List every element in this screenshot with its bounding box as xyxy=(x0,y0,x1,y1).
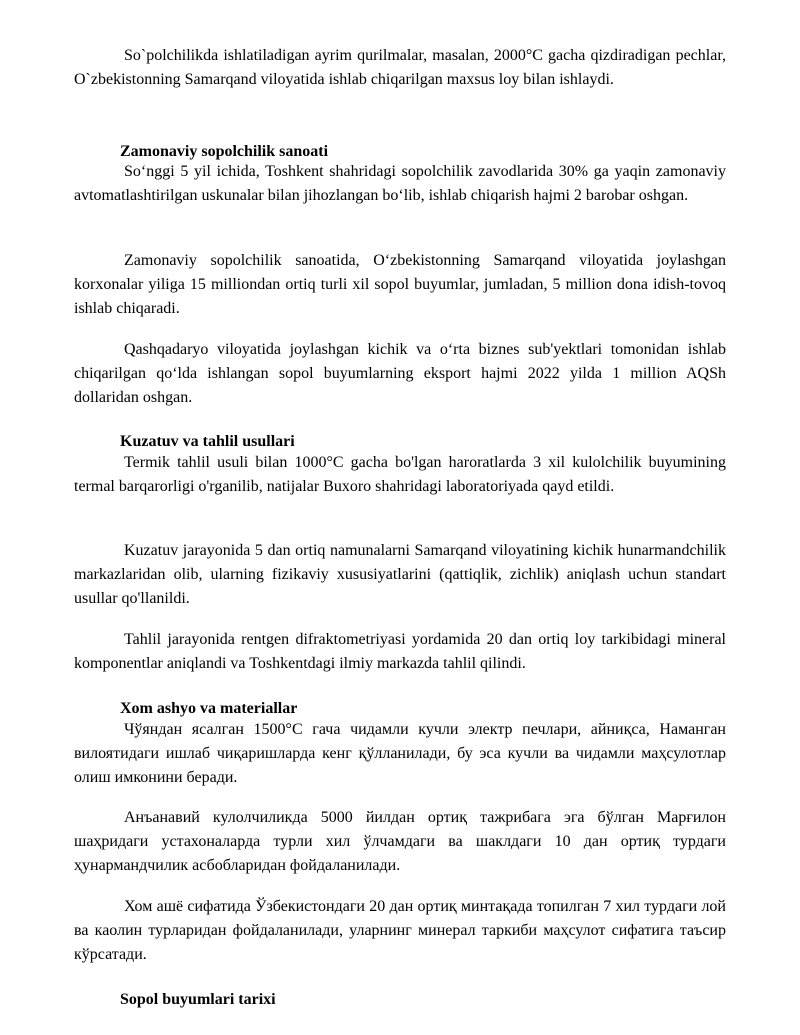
paragraph-electric-furnaces xyxy=(74,718,726,790)
paragraph-text: Анъанавий кулолчиликда 5000 йилдан ортиқ тажрибага эга бўлган Марғилон шаҳридаги устахоналарда турли хил ўлчамдаги ва шаклдаги 10 дан ортиқ турдаги ҳунармандчилик асбобларидан фойдаланилади. xyxy=(74,809,726,874)
paragraph-text: Zamonaviy sopolchilik sanoatida, O‘zbekistonning Samarqand viloyatida joylashgan korxonalar yiliga 15 milliondan ortiq turli xil sopol buyumlar, jumladan, 5 million dona idish-tovoq ishlab chiqaradi. xyxy=(74,252,726,317)
paragraph-text: Tahlil jarayonida rentgen difraktometriyasi yordamida 20 dan ortiq loy tarkibidagi mineral komponentlar aniqlandi va Toshkentdagi ilmiy markazda tahlil qilindi. xyxy=(74,631,726,672)
section-heading-methods: Kuzatuv va tahlil usullari xyxy=(120,433,295,450)
paragraph-text: So`polchilikda ishlatiladigan ayrim qurilmalar, masalan, 2000°C gacha qizdiradigan pechlar, O`zbekistonning Samarqand viloyatida ishlab chiqarilgan maxsus loy bilan ishlaydi. xyxy=(74,47,726,88)
paragraph-text: Kuzatuv jarayonida 5 dan ortiq namunalarni Samarqand viloyatining kichik hunarmandchilik markazlaridan olib, ularning fizikaviy xususiyatlarini (qattiqlik, zichlik) aniqlash uchun standart usullar qo'llanildi. xyxy=(74,542,726,607)
paragraph-text: So‘nggi 5 yil ichida, Toshkent shahridagi sopolchilik zavodlarida 30% ga yaqin zamonaviy avtomatlashtirilgan uskunalar bilan jihozlangan bo‘lib, ishlab chiqarish hajmi 2 barobar oshgan. xyxy=(74,163,726,204)
paragraph-thermal-analysis xyxy=(74,451,726,499)
paragraph-kashkadarya-export xyxy=(74,338,726,410)
section-heading-modern-industry: Zamonaviy sopolchilik sanoati xyxy=(120,143,329,160)
paragraph-xray-analysis xyxy=(74,628,726,676)
section-heading-materials: Xom ashyo va materiallar xyxy=(120,700,298,717)
paragraph-samarkand-enterprises xyxy=(74,249,726,321)
paragraph-margilan-workshops xyxy=(74,806,726,878)
section-heading-history: Sopol buyumlari tarixi xyxy=(120,991,276,1008)
paragraph-raw-clay xyxy=(74,895,726,967)
paragraph-text: Qashqadaryo viloyatida joylashgan kichik va o‘rta biznes sub'yektlari tomonidan ishlab chiqarilgan qo‘lda ishlangan sopol buyumlarning eksport hajmi 2022 yilda 1 million AQSh dollaridan oshgan. xyxy=(74,341,726,406)
paragraph-observation xyxy=(74,539,726,611)
paragraph-text: Хом ашё сифатида Ўзбекистондаги 20 дан ортиқ минтақада топилган 7 хил турдаги лой ва каолин турларидан фойдаланилади, уларнинг минерал таркиби маҳсулот сифатига таъсир кўрсатади. xyxy=(74,898,726,963)
paragraph-text: Чўяндан ясалган 1500°С гача чидамли кучли электр печлари, айниқса, Наманган вилоятидаги ишлаб чиқаришларда кенг қўлланилади, бу эса кучли ва чидамли маҳсулотлар олиш имконини беради. xyxy=(74,721,726,786)
paragraph-intro xyxy=(74,44,726,92)
paragraph-text: Termik tahlil usuli bilan 1000°C gacha bo'lgan haroratlarda 3 xil kulolchilik buyumining termal barqarorligi o'rganilib, natijalar Buxoro shahridagi laboratoriyada qayd etildi. xyxy=(74,454,726,495)
paragraph-tashkent-factories xyxy=(74,160,726,208)
